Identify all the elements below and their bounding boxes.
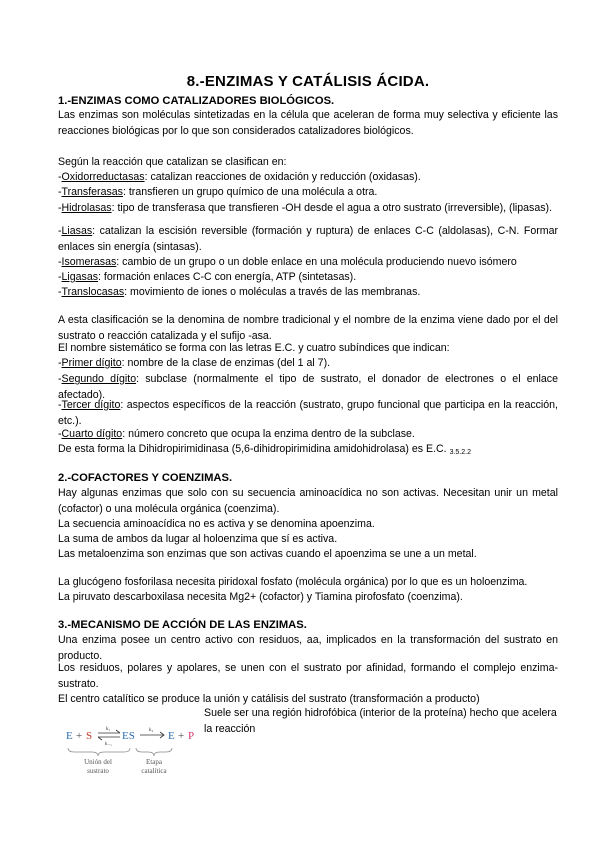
metaloenzima-line: Las metaloenzima son enzimas que son activas cuando el apoenzima se une a un metal. (58, 548, 477, 560)
class-item: -Oxidorreductasas: catalizan reacciones de oxidación y reducción (oxidasas). (58, 171, 421, 183)
k-minus1-label: k₋₁ (105, 742, 112, 747)
section-3-heading: 3.-MECANISMO DE ACCIÓN DE LAS ENZIMAS. (58, 619, 307, 631)
k2-label: k₂ (149, 728, 154, 733)
page-title: 8.-ENZIMAS Y CATÁLISIS ÁCIDA. (186, 73, 430, 90)
digit-item: -Tercer dígito: aspectos específicos de la reacción (sustrato, grupo funcional que participa en la reacción, etc.). (58, 399, 559, 427)
ec-subscript: 3.5.2.2 (449, 449, 471, 456)
digit-item: -Segundo dígito: subclase (normalmente el tipo de sustrato, el donador de electrones o el enlace afectado). (58, 373, 558, 401)
digit-item: -Cuarto dígito: número concreto que ocupa la enzima dentro de la subclase. (58, 428, 415, 440)
residues-paragraph: Los residuos, polares y apolares, se unen con el sustrato por afinidad, formando el complejo enzima-sustrato. (58, 662, 558, 690)
catalysis-label-line2: catalítica (141, 767, 167, 775)
k1-label: k₁ (106, 727, 111, 732)
catalytic-center-line: El centro catalítico se produce la unión y catálisis del sustrato (transformación a producto) (58, 693, 480, 705)
section-1-heading: 1.-ENZIMAS COMO CATALIZADORES BIOLÓGICOS. (58, 95, 335, 107)
section-1-intro: Las enzimas son moléculas sintetizadas en la célula que aceleran de forma muy selectiva y eficiente las reacciones biológicas por lo que son considerados catalizadores biológicos. (58, 109, 558, 137)
class-item: -Isomerasas: cambio de un grupo o un doble enlace en una molécula produciendo nuevo isómero (58, 256, 517, 268)
class-item: -Transferasas: transfieren un grupo químico de una molécula a otra. (58, 186, 378, 198)
scheme-enzyme-e: E (168, 730, 175, 742)
digit-item: -Primer dígito: nombre de la clase de enzimas (del 1 al 7). (58, 357, 331, 369)
class-item: -Hidrolasas: tipo de transferasa que transfieren -OH desde el agua a otro sustrato (irreversible), (lipasas). (58, 202, 553, 214)
section-2-heading: 2.-COFACTORES Y COENZIMAS. (58, 472, 233, 484)
scheme-complex-es: ES (122, 730, 135, 742)
example-piruvato: La piruvato descarboxilasa necesita Mg2+ (cofactor) y Tiamina pirofosfato (coenzima). (58, 591, 463, 603)
example-glucogeno: La glucógeno fosforilasa necesita piridoxal fosfato (molécula orgánica) por lo que es un holoenzima. (58, 576, 528, 588)
scheme-plus: + (178, 730, 185, 742)
scheme-substrate-s: S (86, 730, 93, 742)
ec-intro: El nombre sistemático se forma con las letras E.C. y cuatro subíndices que indican: (58, 342, 450, 354)
class-item: -Ligasas: formación enlaces C-C con energía, ATP (sintetasas). (58, 271, 357, 283)
scheme-plus: + (76, 730, 83, 742)
scheme-product-p: P (188, 730, 195, 742)
binding-label-line1: Unión del (84, 758, 112, 766)
apoenzima-line: La secuencia aminoacídica no es activa y se denomina apoenzima. (58, 518, 375, 530)
binding-bracket (68, 748, 130, 756)
class-item: -Translocasas: movimiento de iones o moléculas a través de las membranas. (58, 286, 421, 298)
catalysis-label-line1: Etapa (146, 758, 162, 766)
active-site-paragraph: Una enzima posee un centro activo con residuos, aa, implicados en la transformación del sustrato en producto. (58, 634, 558, 662)
cofactor-paragraph: Hay algunas enzimas que solo con su secuencia aminoacídica no son activas. Necesitan unir un metal (cofactor) o una molécula orgánica (coenzima). (58, 487, 558, 515)
reaction-scheme-figure (64, 722, 204, 780)
class-item: -Liasas: catalizan la escisión reversible (formación y ruptura) de enlaces C-C (aldolasas), C-N. Formar enlaces sin energía (sintasas). (58, 225, 558, 253)
catalysis-bracket (136, 748, 172, 756)
classification-intro: Según la reacción que catalizan se clasifican en: (58, 156, 287, 168)
binding-label-line2: sustrato (87, 767, 109, 775)
naming-paragraph: A esta clasificación se la denomina de nombre tradicional y el nombre de la enzima viene dado por el del sustrato o reacción catalizada y el sufijo -asa. (58, 314, 558, 342)
holoenzima-line: La suma de ambos da lugar al holoenzima que sí es activa. (58, 533, 338, 545)
hydrophobic-note: Suele ser una región hidrofóbica (interior de la proteína) hecho que acelera la reacción (204, 707, 557, 735)
example-line: De esta forma la Dihidropirimidinasa (5,6-dihidropirimidina amidohidrolasa) es E.C. $_{3.5.2.2}$ (58, 443, 471, 456)
scheme-enzyme-e: E (66, 730, 73, 742)
